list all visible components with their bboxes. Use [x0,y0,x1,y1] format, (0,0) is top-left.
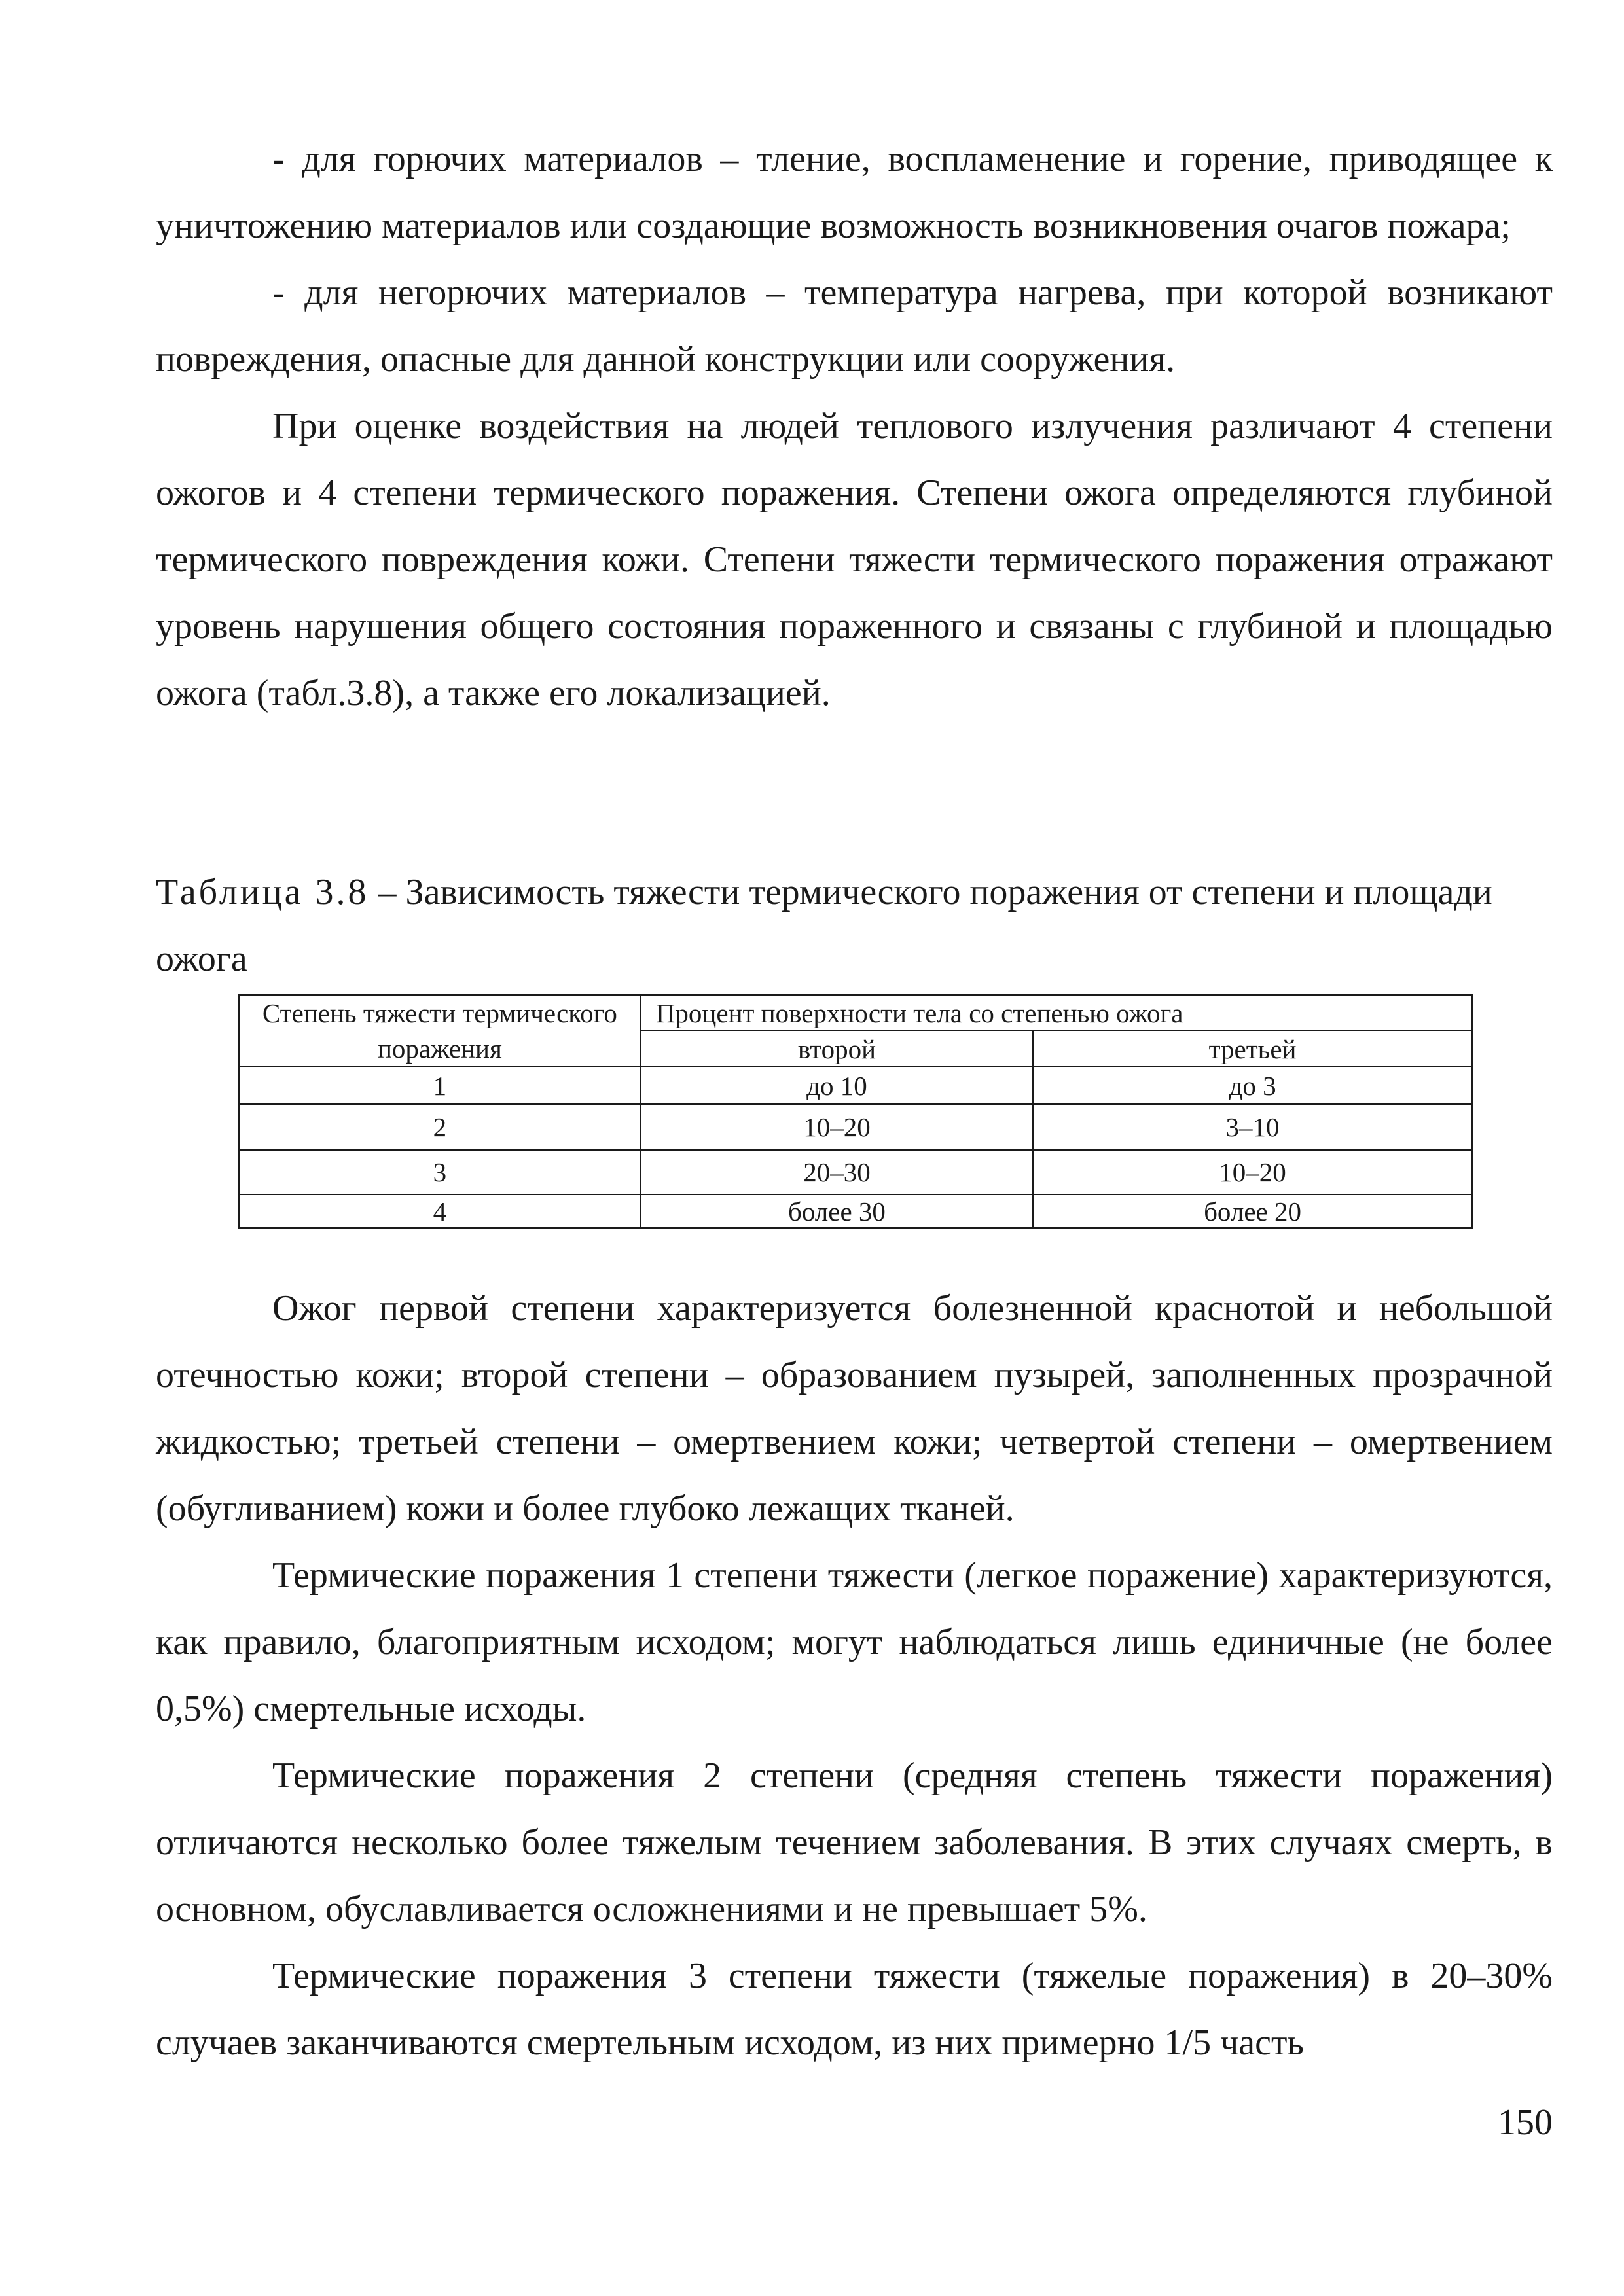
table-caption [156,859,1553,992]
page-number: 150 [1498,2102,1553,2143]
header-severity: Степень тяжести термического поражения [239,995,641,1067]
paragraph: Термические поражения 1 степени тяжести (легкое поражение) характеризуются, как правило, благоприятным исходом; могут наблюдаться лишь единичные (не более 0,5%) смертельные исходы. [156,1555,1553,1729]
cell-severity: 4 [239,1194,641,1228]
cell-severity: 3 [239,1150,641,1194]
burn-severity-table [238,994,1473,1229]
table-caption-label: Таблица 3.8 [156,872,369,912]
header-second-degree: второй [641,1031,1033,1067]
table-row [239,1104,1472,1150]
paragraph: - для горючих материалов – тление, воспламенение и горение, приводящее к уничтожению материалов или создающие возможность возникновения очагов пожара; [156,139,1553,246]
text-block-top [156,126,1553,726]
header-percent: Процент поверхности тела со степенью ожога [641,995,1472,1031]
table-row [239,1194,1472,1228]
paragraph: Термические поражения 3 степени тяжести (тяжелые поражения) в 20–30% случаев заканчиваются смертельным исходом, из них примерно 1/5 часть [156,1956,1553,2063]
text-block-bottom [156,1275,1553,2076]
table-row [239,1067,1472,1104]
cell-severity: 2 [239,1104,641,1150]
header-third-degree: третьей [1033,1031,1472,1067]
cell-third: 10–20 [1033,1150,1472,1194]
cell-second: 20–30 [641,1150,1033,1194]
cell-second: 10–20 [641,1104,1033,1150]
cell-third: 3–10 [1033,1104,1472,1150]
table-header-row [239,995,1472,1031]
cell-second: более 30 [641,1194,1033,1228]
paragraph: - для негорючих материалов – температура нагрева, при которой возникают повреждения, опасные для данной конструкции или сооружения. [156,272,1553,380]
cell-third: до 3 [1033,1067,1472,1104]
cell-third: более 20 [1033,1194,1472,1228]
paragraph: Термические поражения 2 степени (средняя степень тяжести поражения) отличаются несколько более тяжелым течением заболевания. В этих случаях смерть, в основном, обуславливается осложнениями и не превышает 5%. [156,1755,1553,1929]
cell-severity: 1 [239,1067,641,1104]
table-caption-text: – Зависимость тяжести термического поражения от степени и площади ожога [156,872,1492,979]
paragraph: Ожог первой степени характеризуется болезненной краснотой и небольшой отечностью кожи; второй степени – образованием пузырей, заполненных прозрачной жидкостью; третьей степени – омертвением кожи; четвертой степени – омертвением (обугливанием) кожи и более глубоко лежащих тканей. [156,1288,1553,1529]
paragraph: При оценке воздействия на людей теплового излучения различают 4 степени ожогов и 4 степени термического поражения. Степени ожога определяются глубиной термического повреждения кожи. Степени тяжести термического поражения отражают уровень нарушения общего состояния пораженного и связаны с глубиной и площадью ожога (табл.3.8), а также его локализацией. [156,406,1553,713]
table-row [239,1150,1472,1194]
cell-second: до 10 [641,1067,1033,1104]
